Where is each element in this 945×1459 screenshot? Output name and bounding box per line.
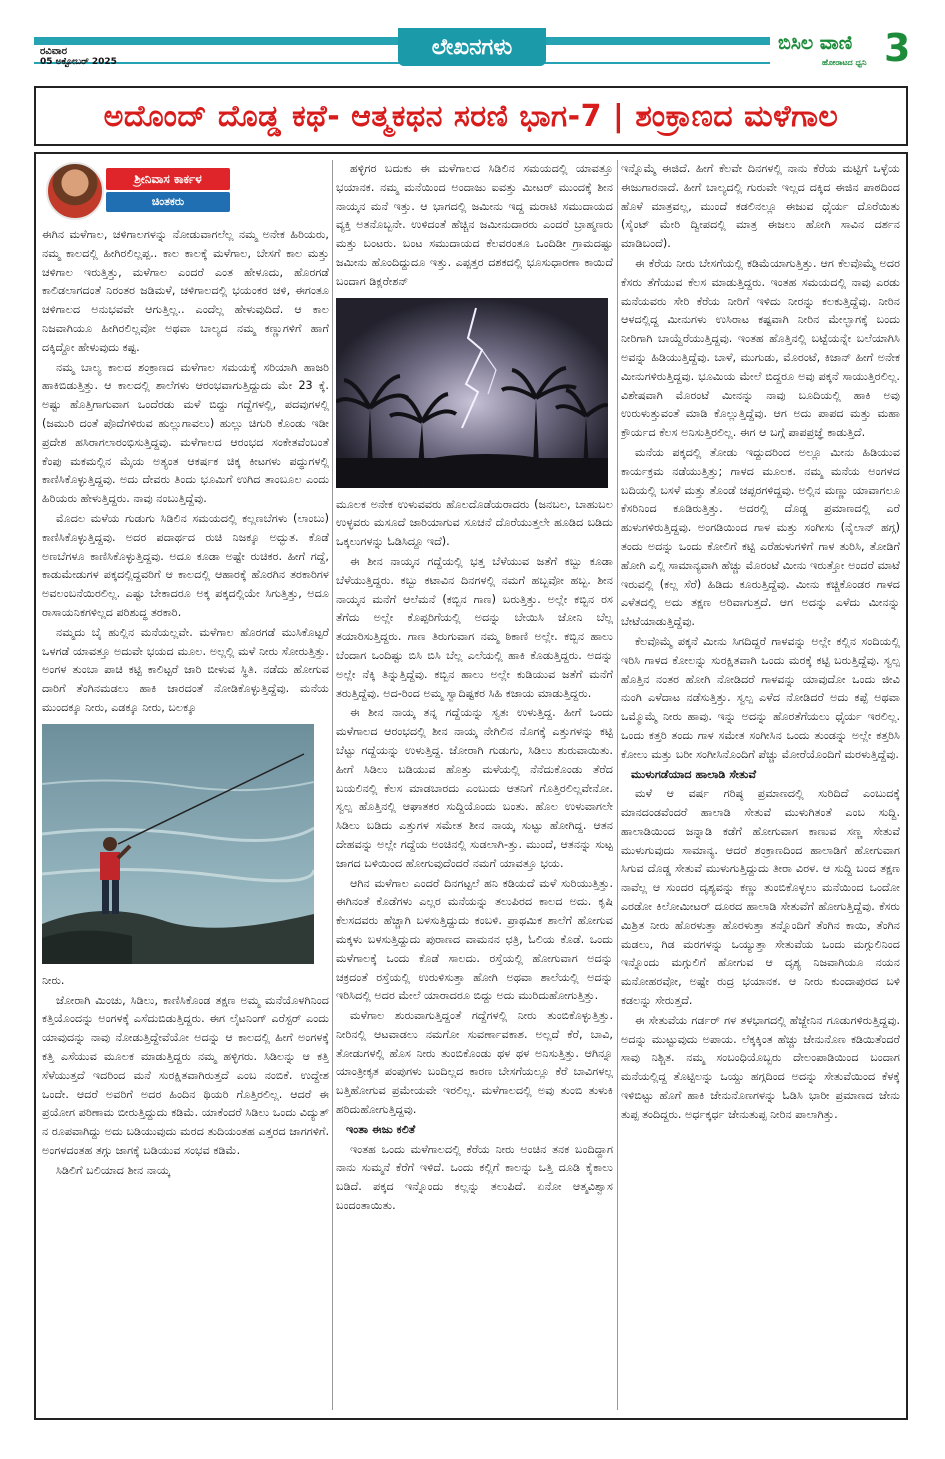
- issue-day: ರವಿವಾರ: [40, 46, 67, 57]
- fisherman-photo: [42, 724, 329, 964]
- article-body: [34, 152, 908, 1420]
- paragraph: ಮೂಲಕ ಅನೇಕ ಉಳುವವರು ಹೊಲದೊಡೆಯರಾದರು (ಜನಬಲ, ಬಾಹುಬಲ ಉಳ್ಳವರು ಮಸೂದೆ ಜಾರಿಯಾಗುವ ಸೂಚನೆ ದೊರೆಯುತ್ತಲೇ ಹೂಡಿದ ಬಡಿದು ಒಕ್ಕಲುಗಳನ್ನು ಓಡಿಸಿದ್ದೂ ಇದೆ).: [336, 497, 613, 549]
- paragraph: ಈಗಿನ ಮಳೆಗಾಲ, ಚಳಿಗಾಲಗಳನ್ನು ನೋಡುವಾಗಲೆಲ್ಲ ನಮ್ಮ ಅನೇಕ ಹಿರಿಯರು, ನಮ್ಮ ಕಾಲದಲ್ಲಿ ಹೀಗಿರಲಿಲ್ಲಪ್ಪ.. ಕಾಲ ಕಾಲಕ್ಕೆ ಮಳೆಗಾಲ, ಬೇಸಗೆ ಕಾಲ ಮತ್ತು ಚಳಿಗಾಲ ಇರುತ್ತಿತ್ತು, ಮಳೆಗಾಲ ಎಂದರೆ ಎಂತ ಹೇಳೂದು, ಹೊರಗಡೆ ಕಾಲಿಡಲಾಗದಂತೆ ನಿರಂತರ ಜಡಿಮಳೆ, ಚಳಿಗಾಲದಲ್ಲಿ ಭಯಂಕರ ಚಳಿ, ಈಗಂತೂ ಚಳಿಗಾಲದ ಅನುಭವವೇ ಆಗುತ್ತಿಲ್ಲ.. ಎಂದೆಲ್ಲ ಹೇಳುವುದಿದೆ. ಆ ಕಾಲ ನಿಜವಾಗಿಯೂ ಹೀಗಿರಲಿಲ್ಲವೋ ಅಥವಾ ಬಾಲ್ಯದ ನಮ್ಮ ಕಣ್ಣುಗಳಿಗೆ ಹಾಗೆ ದಕ್ಕಿದ್ದೋ ಹೇಳುವುದು ಕಷ್ಟ.: [42, 228, 329, 354]
- paragraph: ಇಂತಹ ಒಂದು ಮಳೆಗಾಲದಲ್ಲಿ ಕೆರೆಯ ನೀರು ಅಂಚಿನ ತನಕ ಬಂದಿದ್ದಾಗ ನಾನು ಸುಮ್ಮನೆ ಕೆರೆಗೆ ಇಳಿದೆ. ಒಂದು ಕಲ್ಲಿಗೆ ಕಾಲನ್ನು ಒತ್ತಿ ದೂಡಿ ಕೈಕಾಲು ಬಡಿದೆ. ಪಕ್ಕದ ಇನ್ನೊಂದು ಕಲ್ಲನ್ನು ತಲುಪಿದೆ. ಏನೋ ಆತ್ಮವಿಶ್ವಾಸ ಬಂದಂತಾಯಿತು.: [336, 1142, 613, 1213]
- paragraph: ಮೊದಲ ಮಳೆಯ ಗುಡುಗು ಸಿಡಿಲಿನ ಸಮಯದಲ್ಲಿ ಕಲ್ಲಣಬೆಗಳು (ಲಾಂಬು) ಕಾಣಿಸಿಕೊಳ್ಳುತ್ತಿದ್ದವು. ಅದರ ಪದಾರ್ಥದ ರುಚಿ ನಿಜಕ್ಕೂ ಅದ್ಭುತ. ಕೊಡೆ ಅಣಬೆಗಳೂ ಕಾಣಿಸಿಕೊಳ್ಳುತ್ತಿದ್ದವು. ಅದೂ ಕೂಡಾ ಅಷ್ಟೇ ರುಚಿಕರ. ಹೀಗೆ ಗದ್ದೆ, ಕಾಡುಮೇಡುಗಳ ಪಕ್ಕದಲ್ಲಿದ್ದವರಿಗೆ ಆ ಕಾಲದಲ್ಲಿ ಆಹಾರಕ್ಕೆ ಹೊರಗಿನ ತರಕಾರಿಗಳ ಅವಲಂಬನೆಯಿರಲಿಲ್ಲ. ಎಷ್ಟು ಬೇಕಾದರೂ ಅಕ್ಕ ಪಕ್ಕದಲ್ಲಿಯೇ ಸಿಗುತ್ತಿತ್ತು, ಅದೂ ರಾಸಾಯನಿಕಗಳಿಲ್ಲದ ಪರಿಶುದ್ಧ ತರಕಾರಿ.: [42, 511, 329, 619]
- paragraph: ನಮ್ಮ ಬಾಲ್ಯ ಕಾಲದ ಶಂಕ್ರಾಣದ ಮಳೆಗಾಲ ಸಮಯಕ್ಕೆ ಸರಿಯಾಗಿ ಹಾಜರಿ ಹಾಕಿಬಿಡುತ್ತಿತ್ತು. ಆ ಕಾಲದಲ್ಲಿ ಶಾಲೆಗಳು ಆರಂಭವಾಗುತ್ತಿದ್ದುದು ಮೇ 23 ಕ್ಕೆ. ಅಷ್ಟು ಹೊತ್ತಿಗಾಗುವಾಗ ಒಂದೆರಡು ಮಳೆ ಬಿದ್ದು ಗದ್ದೆಗಳಲ್ಲಿ, ಪದವುಗಳಲ್ಲಿ (ಜಮುರಿ ದಂತೆ ಪೊದೆಗಳಿರುವ ಹುಲ್ಲುಗಾವಲು) ಹುಲ್ಲು ಚಿಗುರಿ ಕೊಂಡು ಇಡೀ ಪ್ರದೇಶ ಹಸಿರಾಗಲಾರಂಭಿಸುತ್ತಿದ್ದವು. ಮಳೆಗಾಲದ ಆರಂಭದ ಸಂಕೇತವೆಂಬಂತೆ ಕೆಂಪು ಮಕಮಲ್ಲಿನ ಮೈಯ ಅತ್ಯಂತ ಆಕರ್ಷಕ ಚಿಕ್ಕ ಕೀಟಗಳು ಪದ್ಧುಗಳಲ್ಲಿ ಕಾಣಿಸಿಕೊಳ್ಳುತ್ತಿದ್ದವು. ಅದು ದೇವರು ತಿಂದು ಭೂಮಿಗೆ ಉಗಿದ ತಾಂಬೂಲ ಎಂದು ಹಿರಿಯರು ಹೇಳುತ್ತಿದ್ದರು. ನಾವು ನಂಬುತ್ತಿದ್ದೆವು.: [42, 360, 329, 506]
- author-photo: [46, 162, 104, 220]
- paragraph: ಈ ಕೆರೆಯ ನೀರು ಬೇಸಗೆಯಲ್ಲಿ ಕಡಿಮೆಯಾಗುತ್ತಿತ್ತು. ಆಗ ಕೆಲವೊಮ್ಮೆ ಅದರ ಕೆಸರು ತೆಗೆಯುವ ಕೆಲಸ ಮಾಡುತ್ತಿದ್ದರು. ಇಂತಹ ಸಮಯದಲ್ಲಿ ನಾವು ಎರಡು ಮನೆಯವರು ಸೇರಿ ಕೆರೆಯ ನೀರಿಗೆ ಇಳಿದು ನೀರನ್ನು ಕಲಕುತ್ತಿದ್ದೆವು. ನೀರಿನ ಆಳದಲ್ಲಿದ್ದ ಮೀನುಗಳು ಉಸಿರಾಟ ಕಷ್ಟವಾಗಿ ನೀರಿನ ಮೇಲ್ಭಾಗಕ್ಕೆ ಬಂದು ನೀರಿಗಾಗಿ ಬಾಯ್ದೆರೆಯುತ್ತಿದ್ದವು. ಇಂತಹ ಹೊತ್ತಿನಲ್ಲಿ ಬಟ್ಟೆಯನ್ನೇ ಬಲೆಯಾಗಿಸಿ ಅವನ್ನು ಹಿಡಿಯುತ್ತಿದ್ದೆವು. ಬಾಳೆ, ಮುಗುಡು, ಮೊರಂಟೆ, ಕಿಜಾನ್ ಹೀಗೆ ಅನೇಕ ಮೀನುಗಳಿರುತ್ತಿದ್ದವು. ಭೂಮಿಯ ಮೇಲೆ ಬಿದ್ದರೂ ಅವು ಪಕ್ಕನೆ ಸಾಯುತ್ತಿರಲಿಲ್ಲ. ವಿಶೇಷವಾಗಿ ಮೊರಂಟೆ ಮೀನನ್ನು ನಾವು ಬೂದಿಯಲ್ಲಿ ಹಾಕಿ ಅವು ಉರುಳುತ್ತುವಂತೆ ಮಾಡಿ ಕೊಲ್ಲುತ್ತಿದ್ದೆವು. ಆಗ ಅದು ಪಾಪದ ಮತ್ತು ಮಹಾ ಕ್ರೌರ್ಯದ ಕೆಲಸ ಅನಿಸುತ್ತಿರಲಿಲ್ಲ. ಈಗ ಆ ಬಗ್ಗೆ ಪಾಪಪ್ರಜ್ಞೆ ಕಾಡುತ್ತಿದೆ.: [621, 256, 900, 440]
- brand-name: ಬಿಸಿಲ ವಾಣಿ: [778, 32, 853, 54]
- paragraph: ನಮ್ಮದು ಬೈ ಹುಲ್ಲಿನ ಮನೆಯಲ್ಲವೇ. ಮಳೆಗಾಲ ಹೊರಗಡೆ ಮುಸಿಕೊಟ್ಟರೆ ಒಳಗಡೆ ಯಾವತ್ತೂ ಅದುವೇ ಭಯದ ಮೂಲ. ಅಲ್ಲಲ್ಲಿ ಮಳೆ ನೀರು ಸೋರುತ್ತಿತ್ತು. ಅಂಗಳ ತುಂಬಾ ಪಾಚಿ ಕಟ್ಟಿ ಕಾಲಿಟ್ಟರೆ ಜಾರಿ ಬೀಳುವ ಸ್ಥಿತಿ. ನಡೆದು ಹೋಗುವ ದಾರಿಗೆ ತೆಂಗಿನಮಡಲು ಹಾಕಿ ಜಾರದಂತೆ ನೋಡಿಕೊಳ್ಳುತ್ತಿದ್ದೆವು. ಮನೆಯ ಮುಂದಕ್ಕೂ ನೀರು, ಎಡಕ್ಕೂ ನೀರು, ಬಲಕ್ಕೂ: [42, 625, 329, 714]
- author-name: ಶ್ರೀನಿವಾಸ ಕಾರ್ಕಳ: [106, 168, 230, 190]
- column-divider: [332, 160, 333, 1410]
- section-label: ಲೇಖನಗಳು: [398, 28, 546, 66]
- paragraph: ನೀರು.: [42, 973, 65, 987]
- paragraph: ಆಗಿನ ಮಳೆಗಾಲ ಎಂದರೆ ದಿನಗಟ್ಟಲೆ ಹನಿ ಕಡಿಯದೆ ಮಳೆ ಸುರಿಯುತ್ತಿತ್ತು. ಈಗಿನಂತೆ ಕೊಡೆಗಳು ಎಲ್ಲರ ಮನೆಯನ್ನು ತಲುಪಿರದ ಕಾಲದ ಅದು. ಕೃಷಿ ಕೆಲಸದವರು ಹೆಚ್ಚಾಗಿ ಬಳಸುತ್ತಿದ್ದುದು ಕಂಬಳಿ. ಪ್ರಾಥಮಿಕ ಶಾಲೆಗೆ ಹೋಗುವ ಮಕ್ಕಳು ಬಳಸುತ್ತಿದ್ದುದು ಪುರಾಣದ ವಾಮನನ ಛತ್ರಿ, ಓಲಿಯ ಕೊಡೆ. ಒಂದು ಮಳೆಗಾಲಕ್ಕೆ ಒಂದು ಕೊಡೆ ಸಾಲದು. ರಸ್ತೆಯಲ್ಲಿ ಹೋಗುವಾಗ ಅದನ್ನು ಚಕ್ರದಂತೆ ರಸ್ತೆಯಲ್ಲಿ ಉರುಳಿಸುತ್ತಾ ಹೋಗಿ ಅಥವಾ ಶಾಲೆಯಲ್ಲಿ ಅದನ್ನು ಇರಿಸಿದಲ್ಲಿ ಅದರ ಮೇಲೆ ಯಾರಾದರೂ ಬಿದ್ದು ಅದು ಮುರಿದುಹೋಗುತ್ತಿತ್ತು.: [336, 876, 613, 1003]
- lightning-image: [336, 298, 608, 488]
- issue-date: 05 ಅಕ್ಟೋಬರ್ 2025: [40, 57, 117, 67]
- paragraph: ಸಿಡಿಲಿಗೆ ಬಲಿಯಾದ ಶೀನ ನಾಯ್ಕ: [56, 1163, 170, 1177]
- sub-heading: ಇಂತಾ ಈಜು ಕಲಿತೆ: [346, 1122, 416, 1136]
- column-1: [42, 160, 329, 1412]
- paragraph: ಈ ಶೀನ ನಾಯ್ಕನ ಗದ್ದೆಯಲ್ಲಿ ಭತ್ತ ಬೆಳೆಯುವ ಜತೆಗೆ ಕಬ್ಬು ಕೂಡಾ ಬೆಳೆಯುತ್ತಿದ್ದರು. ಕಬ್ಬು ಕಟಾವಿನ ದಿನಗಳಲ್ಲಿ ನಮಗೆ ಹಬ್ಬವೋ ಹಬ್ಬ. ಶೀನ ನಾಯ್ಕನ ಮನೆಗೆ ಆಲೆಮನೆ (ಕಬ್ಬಿನ ಗಾಣ) ಬರುತ್ತಿತ್ತು. ಅಲ್ಲೇ ಕಬ್ಬಿನ ರಸ ತೆಗೆದು ಅಲ್ಲೇ ಕೊಪ್ಪರಿಗೆಯಲ್ಲಿ ಅದನ್ನು ಬೇಯಿಸಿ ಜೋನಿ ಬೆಲ್ಲ ತಯಾರಿಸುತ್ತಿದ್ದರು. ಗಾಣ ತಿರುಗುವಾಗ ನಮ್ಮ ಠಿಕಾಣಿ ಅಲ್ಲೇ. ಕಬ್ಬಿನ ಹಾಲು ಬೆಂದಾಗ ಒಂದಿಷ್ಟು ಬಿಸಿ ಬಿಸಿ ಬೆಲ್ಲ ಎಲೆಯಲ್ಲಿ ಹಾಕಿ ಕೊಡುತ್ತಿದ್ದರು. ಅದನ್ನು ಅಲ್ಲೇ ನೆಕ್ಕಿ ತಿನ್ನುತ್ತಿದ್ದೆವು. ಕಬ್ಬಿನ ಹಾಲು ಅಲ್ಲೇ ಕುಡಿಯುವ ಜತೆಗೆ ಮನೆಗೆ ತರುತ್ತಿದ್ದೆವು. ಅದ-ರಿಂದ ಅಮ್ಮ ಸ್ವಾದಿಷ್ಟಕರ ಸಿಹಿ ಕಜಾಯ ಮಾಡುತ್ತಿದ್ದರು.: [336, 554, 613, 700]
- paragraph: ಕೆಲವೊಮ್ಮೆ ಪಕ್ಕನೆ ಮೀನು ಸಿಗದಿದ್ದರೆ ಗಾಳವನ್ನು ಅಲ್ಲೇ ಕಲ್ಲಿನ ಸಂದಿಯಲ್ಲಿ ಇರಿಸಿ ಗಾಳದ ಕೋಲನ್ನು ಸುರಕ್ಷಿತವಾಗಿ ಒಂದು ಮರಕ್ಕೆ ಕಟ್ಟಿ ಬರುತ್ತಿದ್ದೆವು. ಸ್ವಲ್ಪ ಹೊತ್ತಿನ ನಂತರ ಹೋಗಿ ನೋಡಿದರೆ ಗಾಳವನ್ನು ಯಾವುದೋ ಒಂದು ಜೀವಿ ನುಂಗಿ ಎಳೆದಾಟ ನಡೆಸುತ್ತಿತ್ತು. ಸ್ವಲ್ಪ ಎಳೆದ ನೋಡಿದರೆ ಅದು ಕಪ್ಪೆ ಅಥವಾ ಒಮ್ಮೊಮ್ಮೆ ನೀರು ಹಾವು. ಇನ್ನು ಅದನ್ನು ಹೊರತೆಗೆಯಲು ಧೈರ್ಯ ಇರಲಿಲ್ಲ. ಒಂದು ಕತ್ತರಿ ತಂದು ಗಾಳ ಸಮೇತ ಸಂಗೀಸಿನ ಒಂದು ತುಂಡನ್ನು ಅಲ್ಲೇ ಕತ್ತರಿಸಿ ಕೋಲು ಮತ್ತು ಬರೀ ಸಂಗೀಸಿನೊಂದಿಗೆ ಪೆಚ್ಚು ಮೋರೆಯೊಂದಿಗೆ ಮರಳುತ್ತಿದ್ದೆವು.: [621, 634, 900, 761]
- headline: ಅದೊಂದ್ ದೊಡ್ಡ ಕಥೆ- ಆತ್ಮಕಥನ ಸರಣಿ ಭಾಗ-7 | ಶಂಕ್ರಾಣದ ಮಳೆಗಾಲ: [103, 98, 839, 134]
- column-3: [621, 160, 900, 1412]
- sub-heading: ಮುಳುಗಡೆಯಾದ ಹಾಲಾಡಿ ಸೇತುವೆ: [631, 767, 757, 781]
- column-divider: [617, 160, 618, 1410]
- brand-tagline: ಹೋರಾಟದ ಧ್ವನಿ: [822, 58, 867, 67]
- paragraph: ಮಳೆಗಾಲ ಶುರುವಾಗುತ್ತಿದ್ದಂತೆ ಗದ್ದೆಗಳಲ್ಲಿ ನೀರು ತುಂಬಿಕೊಳ್ಳುತ್ತಿತ್ತು. ನೀರಿನಲ್ಲಿ ಆಟವಾಡಲು ನಮಗೋ ಸುವರ್ಣಾವಕಾಶ. ಅಲ್ಲದೆ ಕೆರೆ, ಬಾವಿ, ತೋಡುಗಳಲ್ಲಿ ಹೊಸ ನೀರು ತುಂಬಿಕೊಂಡು ಥಳ ಥಳ ಅನಿಸುತ್ತಿತ್ತು. ಆಗಿನ್ನೂ ಯಾಂತ್ರೀಕೃತ ಪಂಪುಗಳು ಬಂದಿಲ್ಲದ ಕಾರಣ ಬೇಸಗೆಯಲ್ಲೂ ಕೆರೆ ಬಾವಿಗಳಲ್ಲ ಬತ್ತಿಹೋಗುವ ಪ್ರಮೇಯವೇ ಇರಲಿಲ್ಲ. ಮಳೆಗಾಲದಲ್ಲಿ ಅವು ತುಂಬಿ ತುಳುಕಿ ಹರಿದುಹೋಗುತ್ತಿದ್ದವು.: [336, 1009, 613, 1117]
- author-byline: [42, 160, 329, 222]
- masthead-brand: [776, 26, 911, 74]
- paragraph: ಈ ಸೇತುವೆಯ ಗರ್ಡರ್ ಗಳ ತಳಭಾಗದಲ್ಲಿ ಹೆಜ್ಜೇನಿನ ಗೂಡುಗಳಿರುತ್ತಿದ್ದವು. ಅದನ್ನು ಮುಟ್ಟುವುದು ಅಪಾಯ. ಲೆಕ್ಕಕ್ಕಿಂತ ಹೆಚ್ಚು ಜೇನುನೊಣ ಕಡಿಯಿತೆಂದರೆ ಸಾವು ನಿಶ್ಚಿತ. ನಮ್ಮ ಸಂಬಂಧಿಯೊಬ್ಬರು ದೇಲಂಪಾಡಿಯಿಂದ ಬಂದಾಗ ಮನೆಯಲ್ಲಿದ್ದ ತೊಟ್ಟಿಲನ್ನು ಒಯ್ದು ಹಗ್ಗದಿಂದ ಅದನ್ನು ಸೇತುವೆಯಿಂದ ಕೆಳಕ್ಕೆ ಇಳಿಬಿಟ್ಟು ಹೊಗೆ ಹಾಕಿ ಜೇನುನೊಣಗಳನ್ನು ಓಡಿಸಿ ಭಾರೀ ಪ್ರಮಾಣದ ಜೇನು ತುಪ್ಪ ತಂದಿದ್ದರು. ಅರ್ಧಕ್ಕರ್ಧ ಜೇನುತುಪ್ಪ ನೀರಿನ ಪಾಲಾಗಿತ್ತು.: [621, 1013, 900, 1121]
- lightning-photo: [336, 298, 613, 488]
- paragraph: ಈ ಶೀನ ನಾಯ್ಕ ತನ್ನ ಗದ್ದೆಯನ್ನು ಸ್ವತಃ ಉಳುತ್ತಿದ್ದ. ಹೀಗೆ ಒಂದು ಮಳೆಗಾಲದ ಆರಂಭದಲ್ಲಿ ಶೀನ ನಾಯ್ಕ ನೇಗಿಲಿನ ನೊಗಕ್ಕೆ ಎತ್ತುಗಳನ್ನು ಕಟ್ಟಿ ಬೆಟ್ಟು ಗದ್ದೆಯನ್ನು ಉಳುತ್ತಿದ್ದ. ಜೋರಾಗಿ ಗುಡುಗು, ಸಿಡಿಲು ಶುರುವಾಯಿತು. ಹೀಗೆ ಸಿಡಿಲು ಬಡಿಯುವ ಹೊತ್ತು ಮಳೆಯಲ್ಲಿ ನೆನೆದುಕೊಂಡು ತೆರೆದ ಬಯಲಿನಲ್ಲಿ ಕೆಲಸ ಮಾಡಬಾರದು ಎಂಬುದು ಆತನಿಗೆ ಗೊತ್ತಿರಲಿಲ್ಲವೇನೋ. ಸ್ವಲ್ಪ ಹೊತ್ತಿನಲ್ಲಿ ಆಘಾತಕರ ಸುದ್ದಿಯೊಂದು ಬಂತು. ಹೊಲ ಉಳುವಾಗಲೇ ಸಿಡಿಲು ಬಡಿದು ಎತ್ತುಗಳ ಸಮೇತ ಶೀನ ನಾಯ್ಕ ಸುಟ್ಟು ಹೋಗಿದ್ದ. ಆತನ ದೇಹವನ್ನು ಅಲ್ಲೇ ಗದ್ದೆಯ ಅಂಚಿನಲ್ಲಿ ಸುಡಲಾಗಿ-ತ್ತು. ಮುಂದೆ, ಆತನನ್ನು ಸುಟ್ಟ ಜಾಗದ ಬಳಿಯಿಂದ ಹೋಗುವುದೆಂದರೆ ನಮಗೆ ಯಾವತ್ತೂ ಭಯ.: [336, 706, 613, 870]
- column-2: [336, 160, 613, 1412]
- fisherman-image: [42, 724, 314, 964]
- paragraph: ಹಳ್ಳಿಗರ ಬದುಕು ಈ ಮಳೆಗಾಲದ ಸಿಡಿಲಿನ ಸಮಯದಲ್ಲಿ ಯಾವತ್ತೂ ಭಯಾನಕ. ನಮ್ಮ ಮನೆಯಿಂದ ಅಂದಾಜು ಐವತ್ತು ಮೀಟರ್ ಮುಂದಕ್ಕೆ ಶೀನ ನಾಯ್ಕನ ಮನೆ ಇತ್ತು. ಆ ಭಾಗದಲ್ಲಿ ಜಮೀನು ಇದ್ದ ಮರಾಟಿ ಸಮುದಾಯದ ವ್ಯಕ್ತಿ ಅತನೊಬ್ಬನೇ. ಉಳಿದಂತೆ ಹೆಚ್ಚಿನ ಜಮೀನುದಾರರು ಎಂದರೆ ಬ್ರಾಹ್ಮಣರು ಮತ್ತು ಬಂಟರು. ಬಂಟ ಸಮುದಾಯದ ಕೆಲವರಂತೂ ಒಂದಿಡೀ ಗ್ರಾಮದಷ್ಟು ಜಮೀನು ಹೊಂದಿದ್ದುದೂ ಇತ್ತು. ಎಪ್ಪತ್ತರ ದಶಕದಲ್ಲಿ ಭೂಸುಧಾರಣಾ ಕಾಯಿದೆ ಬಂದಾಗ ಡಿಕ್ಲರೇಶನ್: [336, 162, 613, 288]
- headline-box: [34, 86, 908, 146]
- paragraph: ಮನೆಯ ಪಕ್ಕದಲ್ಲಿ ತೋಡು ಇದ್ದುದರಿಂದ ಅಲ್ಲೂ ಮೀನು ಹಿಡಿಯುವ ಕಾರ್ಯಕ್ರಮ ನಡೆಯುತ್ತಿತ್ತು; ಗಾಳದ ಮೂಲಕ. ನಮ್ಮ ಮನೆಯ ಅಂಗಳದ ಬದಿಯಲ್ಲಿ ಬಸಳೆ ಮತ್ತು ತೊಂಡೆ ಚಪ್ಪರಗಳಿದ್ದವು. ಅಲ್ಲಿನ ಮಣ್ಣು ಯಾವಾಗಲೂ ಕೆಸರಿನಿಂದ ಕೂಡಿರುತ್ತಿತ್ತು. ಅದರಲ್ಲಿ ದೊಡ್ಡ ಪ್ರಮಾಣದಲ್ಲಿ ಎರೆ ಹುಳುಗಳಿರುತ್ತಿದ್ದವು. ಅಂಗಡಿಯಿಂದ ಗಾಳ ಮತ್ತು ಸಂಗೀಸು (ನೈಲಾನ್ ಹಗ್ಗ) ತಂದು ಅದನ್ನು ಒಂದು ಕೋಲಿಗೆ ಕಟ್ಟಿ ಎರೆಹುಳುಗಳಿಗೆ ಗಾಳ ತುರಿಸಿ, ತೋಡಿಗೆ ಹೋಗಿ ಎಲ್ಲಿ ಸಾಮಾನ್ಯವಾಗಿ ಹೆಚ್ಚು ಮೊರಂಟೆ ಮೀನು ಇರುತ್ತೋ ಅಂದರೆ ಮಾಟೆ ಇರುವಲ್ಲಿ (ಕಲ್ಲ ಸೆರೆ) ಹಿಡಿದು ಕೂರುತ್ತಿದ್ದೆವು. ಮೀನು ಕಚ್ಚಿಕೊಂಡರ ಗಾಳದ ಎಳೆತದಲ್ಲಿ ಅದು ತಕ್ಷಣ ಅರಿವಾಗುತ್ತದೆ. ಆಗ ಅದನ್ನು ಎಳೆದು ಮೀನನ್ನು ಬೇಟೆಯಾಡುತ್ತಿದ್ದೆವು.: [621, 445, 900, 629]
- page-number: 3: [884, 26, 911, 70]
- paragraph: ಇನ್ನೊಮ್ಮೆ ಈಜಿದೆ. ಹೀಗೆ ಕೆಲವೇ ದಿನಗಳಲ್ಲಿ ನಾನು ಕೆರೆಯ ಮಟ್ಟಿಗೆ ಒಳ್ಳೆಯ ಈಜುಗಾರನಾದೆ. ಹೀಗೆ ಬಾಲ್ಯದಲ್ಲಿ ಗುರುವೇ ಇಲ್ಲದ ದಕ್ಕಿದ ಈಜಿನ ಪಾಠದಿಂದ ಹೊಳೆ ಮಾತ್ರವಲ್ಲ, ಮುಂದೆ ಕಡಲಿನಲ್ಲೂ ಈಜುವ ಧೈರ್ಯ ದೊರೆಯಿತು (ಸೈಂಟ್ ಮೇರಿ ದ್ವೀಪದಲ್ಲಿ ಮಾತ್ರ ಈಜಲು ಹೋಗಿ ಸಾವಿನ ದರ್ಶನ ಮಾಡಿಬಂದೆ).: [621, 162, 900, 251]
- paragraph: ಮಳೆ ಆ ವರ್ಷ ಗರಿಷ್ಠ ಪ್ರಮಾಣದಲ್ಲಿ ಸುರಿದಿದೆ ಎಂಬುದಕ್ಕೆ ಮಾನದಂಡವೆಂದರೆ ಹಾಲಾಡಿ ಸೇತುವೆ ಮುಳುಗಿತಂತೆ ಎಂಬ ಸುದ್ದಿ. ಹಾಲಾಡಿಯಿಂದ ಜನ್ನಾಡಿ ಕಡೆಗೆ ಹೋಗುವಾಗ ಕಾಣುವ ಸಣ್ಣ ಸೇತುವೆ ಮುಳುಗುವುದು ಸಾಮಾನ್ಯ. ಆದರೆ ಶಂಕ್ರಾಣದಿಂದ ಹಾಲಾಡಿಗೆ ಹೋಗುವಾಗ ಸಿಗುವ ದೊಡ್ಡ ಸೇತುವೆ ಮುಳುಗುತ್ತಿದ್ದುದು ತೀರಾ ವಿರಳ. ಆ ಸುದ್ದಿ ಬಂದ ತಕ್ಷಣ ನಾವೆಲ್ಲ ಆ ಸುಂದರ ದೃಶ್ಯವನ್ನು ಕಣ್ಣು ತುಂಬಿಕೊಳ್ಳಲು ಮನೆಯಿಂದ ಒಂದೋ ಎರಡೋ ಕಿಲೋಮೀಟರ್ ದೂರದ ಹಾಲಾಡಿ ಸೇತುವೆಗೆ ಹೋಗುತ್ತಿದ್ದೆವು. ಕೆಸರು ಮಿಶ್ರಿತ ನೀರು ಹೊರಳುತ್ತಾ ಹೊರಳುತ್ತಾ ತನ್ನೊಂದಿಗೆ ತೆಂಗಿನ ಕಾಯಿ, ತೆಂಗಿನ ಮಡಲು, ಗಿಡ ಮರಗಳನ್ನು ಒಯ್ಯುತ್ತಾ ಸೇತುವೆಯ ಒಂದು ಮಗ್ಗುಲಿನಿಂದ ಇನ್ನೊಂದು ಮಗ್ಗುಲಿಗೆ ಹೋಗುವ ಆ ದೃಶ್ಯ ನಿಜವಾಗಿಯೂ ನಯನ ಮನೋಹರವೋ, ಅಷ್ಟೇ ರುದ್ರ ಭಯಾನಕ. ಆ ನೀರು ಕುಂದಾಪುರದ ಬಳಿ ಕಡಲನ್ನು ಸೇರುತ್ತದೆ.: [621, 787, 900, 1008]
- paragraph: ಜೋರಾಗಿ ಮಿಂಚು, ಸಿಡಿಲು, ಕಾಣಿಸಿಕೊಂಡ ತಕ್ಷಣ ಅಮ್ಮ ಮನೆಯೊಳಗಿನಿಂದ ಕತ್ತಿಯೊಂದನ್ನು ಅಂಗಳಕ್ಕೆ ಎಸೆದುಬಿಡುತ್ತಿದ್ದರು. ಈಗ ಲೈಟನಿಂಗ್ ಎರೆಸ್ಟರ್ ಎಂದು ಯಾವುದನ್ನು ನಾವು ನೋಡುತ್ತಿದ್ದೇವೆಯೋ ಅದನ್ನು ಆ ಕಾಲದಲ್ಲಿ ಹೀಗೆ ಅಂಗಳಕ್ಕೆ ಕತ್ತಿ ಎಸೆಯುವ ಮೂಲಕ ಮಾಡುತ್ತಿದ್ದರು ನಮ್ಮ ಹಳ್ಳಿಗರು. ಸಿಡಿಲನ್ನು ಆ ಕತ್ತಿ ಸೆಳೆಯುತ್ತದೆ ಇದರಿಂದ ಮನೆ ಸುರಕ್ಷಿತವಾಗಿರುತ್ತದೆ ಎಂಬ ನಂಬಿಕೆ. ಉದ್ದೇಶ ಒಂದೇ. ಆದರೆ ಅವರಿಗೆ ಅದರ ಹಿಂದಿನ ಥಿಯರಿ ಗೊತ್ತಿರಲಿಲ್ಲ. ಆದರೆ ಈ ಪ್ರಯೋಗ ಪರಿಣಾಮ ಬೀರುತ್ತಿದ್ದುದು ಕಡಿಮೆ. ಯಾಕೆಂದರೆ ಸಿಡಿಲು ಒಂದು ವಿದ್ಯುತ್ ನ ರೂಪವಾಗಿದ್ದು ಅದು ಬಡಿಯುವುದು ಮರದ ತುದಿಯಂತಹ ಎತ್ತರದ ಜಾಗಗಳಿಗೆ. ಅಂಗಳದಂತಹ ತಗ್ಗು ಜಾಗಕ್ಕೆ ಬಡಿಯುವ ಸಂಭವ ಕಡಿಮೆ.: [42, 993, 329, 1157]
- author-role: ಚಿಂತಕರು: [106, 192, 230, 212]
